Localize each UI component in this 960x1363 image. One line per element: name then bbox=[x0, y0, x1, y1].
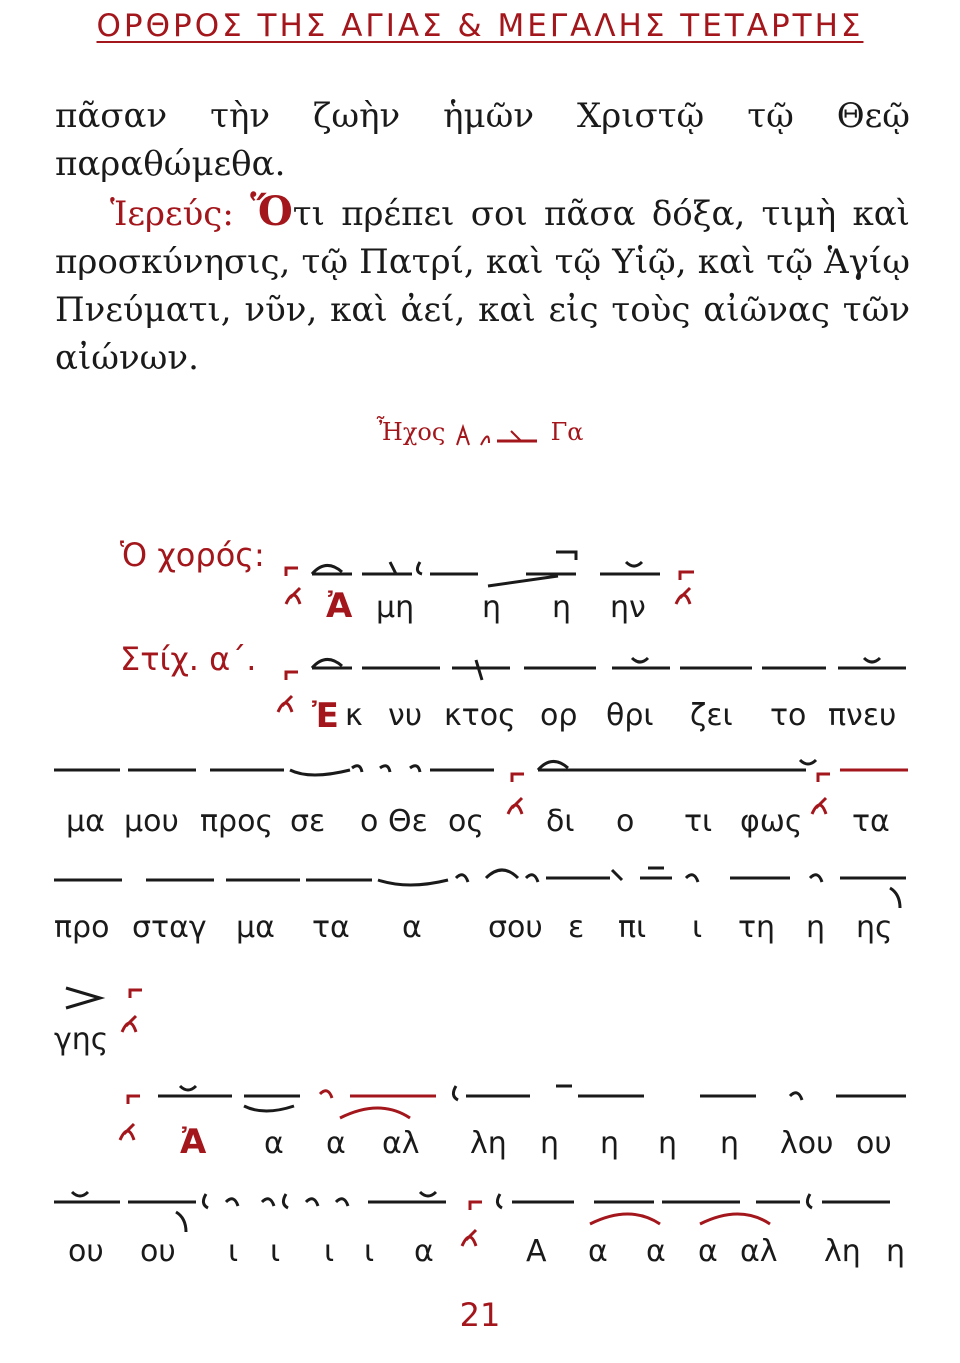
chant-syllable: προ bbox=[54, 910, 110, 945]
chant-syllable: Ἐ bbox=[312, 696, 339, 736]
chant-syllable: κτος bbox=[444, 698, 516, 733]
chant-syllable: α bbox=[414, 1234, 434, 1269]
chant-syllable: Ἀ bbox=[180, 1122, 207, 1162]
chant-syllable: σε bbox=[290, 804, 326, 839]
prose-paragraph-2 bbox=[55, 188, 910, 382]
chant-syllable: μα bbox=[66, 804, 105, 839]
neume-row-4 bbox=[0, 856, 960, 916]
neume-row-3 bbox=[0, 748, 960, 808]
chant-syllable: α bbox=[264, 1126, 284, 1161]
chant-syllable: ζει bbox=[690, 698, 733, 733]
chant-syllable: ης bbox=[856, 910, 893, 945]
chant-syllable: σταγ bbox=[132, 910, 207, 945]
chant-syllable: η bbox=[482, 590, 502, 625]
chant-syllable: η bbox=[540, 1126, 560, 1161]
chant-syllable: λη bbox=[470, 1126, 507, 1161]
chant-syllable: νυ bbox=[388, 698, 423, 733]
echos-note: Γα bbox=[550, 418, 584, 446]
chant-syllable: Θε bbox=[388, 804, 428, 839]
chant-syllable: α bbox=[402, 910, 422, 945]
chant-syllable: η bbox=[806, 910, 826, 945]
chant-syllable: ου bbox=[856, 1126, 892, 1161]
echos-label: Ἦχος bbox=[376, 418, 446, 446]
chant-syllable: ο bbox=[616, 804, 635, 839]
chant-syllable: γης bbox=[54, 1022, 109, 1057]
echos-heading bbox=[0, 418, 960, 449]
chant-syllable: ος bbox=[448, 804, 484, 839]
chant-syllable: η bbox=[552, 590, 572, 625]
chant-syllable: η bbox=[886, 1234, 906, 1269]
chant-syllable: ι bbox=[324, 1234, 335, 1269]
chant-syllable: η bbox=[720, 1126, 740, 1161]
neume-row-1 bbox=[0, 530, 960, 590]
chant-syllable: τα bbox=[852, 804, 890, 839]
chant-syllable: ι bbox=[270, 1234, 281, 1269]
chant-syllable: ι bbox=[228, 1234, 239, 1269]
chant-syllable: ι bbox=[692, 910, 703, 945]
chant-syllable: η bbox=[600, 1126, 620, 1161]
chant-syllable: η bbox=[658, 1126, 678, 1161]
chant-syllable: ου bbox=[68, 1234, 104, 1269]
chant-syllable: α bbox=[588, 1234, 608, 1269]
page-number: 21 bbox=[459, 1296, 501, 1334]
chant-syllable: ου bbox=[140, 1234, 176, 1269]
page-header-title: ΟΡΘΡΟΣ ΤΗΣ ΑΓΙΑΣ & ΜΕΓΑΛΗΣ ΤΕΤΑΡΤΗΣ bbox=[96, 8, 864, 44]
chant-syllable: μου bbox=[124, 804, 179, 839]
chant-syllable: Ἀ bbox=[326, 586, 353, 626]
chant-syllable: τι bbox=[684, 804, 713, 839]
chant-syllable: ορ bbox=[540, 698, 578, 733]
echos-martyria-icon bbox=[453, 419, 543, 449]
chant-syllable: αλ bbox=[382, 1126, 420, 1161]
chant-syllable: ι bbox=[364, 1234, 375, 1269]
chant-syllable: λου bbox=[780, 1126, 834, 1161]
priest-label: Ἱερεύς: bbox=[110, 194, 234, 234]
chant-syllable: προς bbox=[200, 804, 274, 839]
chant-syllable: αλ bbox=[740, 1234, 778, 1269]
choir-label: Ὁ χορός: bbox=[120, 536, 265, 574]
chant-syllable: πνευ bbox=[828, 698, 897, 733]
chant-syllable: μη bbox=[376, 590, 415, 625]
chant-syllable: θρι bbox=[606, 698, 654, 733]
neume-row-7 bbox=[0, 1180, 960, 1240]
chant-syllable: μα bbox=[236, 910, 275, 945]
neume-row-2 bbox=[0, 640, 960, 700]
chant-syllable: δι bbox=[546, 804, 575, 839]
verse-label: Στίχ. α΄. bbox=[120, 640, 257, 678]
chant-syllable: πι bbox=[618, 910, 647, 945]
chant-syllable: ο bbox=[360, 804, 379, 839]
chant-syllable: σου bbox=[488, 910, 543, 945]
drop-initial: Ὅ bbox=[250, 188, 293, 235]
chant-syllable: ε bbox=[568, 910, 585, 945]
chant-syllable: Α bbox=[526, 1234, 547, 1269]
prose-paragraph-1: πᾶσαν τὴν ζωὴν ἡμῶν Χριστῷ τῷ Θεῷ παραθώμεθα. bbox=[55, 96, 910, 184]
chant-syllable: τα bbox=[312, 910, 350, 945]
chant-syllable: α bbox=[646, 1234, 666, 1269]
neume-row-5 bbox=[0, 968, 960, 1028]
neume-row-6 bbox=[0, 1074, 960, 1134]
chant-syllable: ην bbox=[610, 590, 646, 625]
priest-exclamation-text: τι πρέπει σοι πᾶσα δόξα, τιμὴ καὶ προσκύνησις, τῷ Πατρί, καὶ τῷ Υἱῷ, καὶ τῷ Ἁγίῳ Πνεύματι, νῦν, καὶ ἀεί, καὶ εἰς τοὺς αἰῶνας τῶν αἰώνων. bbox=[55, 194, 910, 378]
chant-syllable: τη bbox=[738, 910, 776, 945]
chant-syllable: α bbox=[326, 1126, 346, 1161]
chant-syllable: λη bbox=[824, 1234, 861, 1269]
chant-syllable: φως bbox=[740, 804, 803, 839]
chant-syllable: κ bbox=[345, 698, 363, 733]
chant-syllable: το bbox=[770, 698, 807, 733]
chant-syllable: α bbox=[698, 1234, 718, 1269]
